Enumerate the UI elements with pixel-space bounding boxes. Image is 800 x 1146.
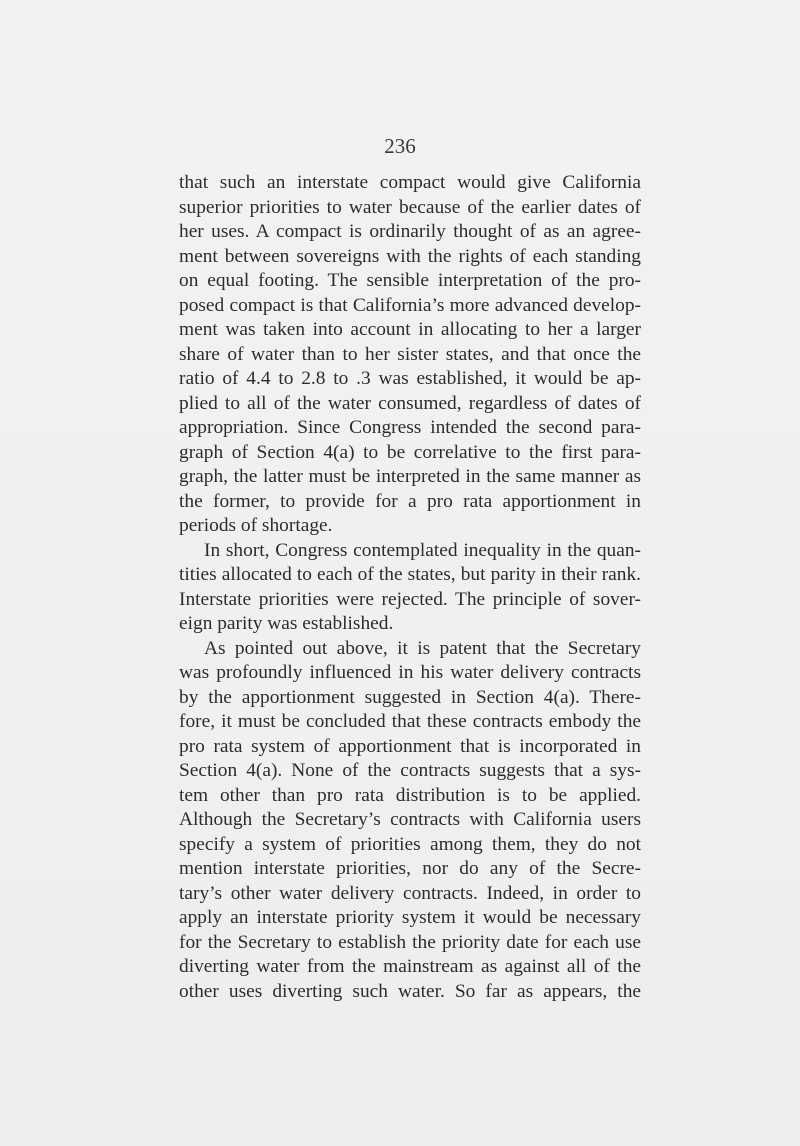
text-line: periods of shortage.	[179, 515, 333, 536]
paragraph	[179, 171, 641, 539]
text-line: share of water than to her sister states, and that once the	[179, 343, 641, 365]
text-line: plied to all of the water consumed, regardless of dates of	[179, 392, 641, 414]
text-line: the former, to provide for a pro rata apportionment in	[179, 490, 641, 512]
text-line: that such an interstate compact would give California	[179, 172, 641, 193]
text-line: As pointed out above, it is patent that the Secretary	[204, 637, 641, 659]
text-line: other uses diverting such water. So far as appears, the	[179, 980, 641, 1002]
text-line: tem other than pro rata distribution is to be applied.	[179, 784, 641, 806]
text-line: posed compact is that California’s more advanced develop-	[179, 294, 641, 316]
text-line: apply an interstate priority system it would be necessary	[179, 907, 641, 928]
text-line: on equal footing. The sensible interpretation of the pro-	[179, 270, 641, 291]
text-line: was profoundly influenced in his water delivery contracts	[179, 662, 641, 683]
text-line: In short, Congress contemplated inequality in the quan-	[204, 539, 641, 561]
text-line: eign parity was established.	[179, 613, 394, 634]
text-line: fore, it must be concluded that these contracts embody the	[179, 711, 641, 732]
text-line: graph of Section 4(a) to be correlative to the first para-	[179, 441, 641, 463]
text-line: Although the Secretary’s contracts with California users	[179, 809, 641, 830]
paragraph	[179, 637, 641, 1005]
paragraph	[179, 539, 641, 637]
text-line: graph, the latter must be interpreted in the same manner as	[179, 466, 641, 487]
page-number: 236	[384, 134, 416, 158]
text-line: ment was taken into account in allocating to her a larger	[179, 319, 641, 340]
text-line: Interstate priorities were rejected. The principle of sover-	[179, 588, 641, 610]
text-line: ment between sovereigns with the rights of each standing	[179, 245, 641, 267]
text-line: diverting water from the mainstream as against all of the	[179, 956, 641, 977]
text-line: by the apportionment suggested in Section 4(a). There-	[179, 686, 641, 708]
text-line: pro rata system of apportionment that is incorporated in	[179, 735, 641, 757]
body-text	[179, 171, 641, 1004]
text-line: ratio of 4.4 to 2.8 to .3 was established, it would be ap-	[179, 368, 641, 389]
text-line: tary’s other water delivery contracts. Indeed, in order to	[179, 882, 641, 904]
text-line: specify a system of priorities among them, they do not	[179, 833, 641, 855]
text-line: appropriation. Since Congress intended the second para-	[179, 417, 641, 438]
text-line: her uses. A compact is ordinarily thought of as an agree-	[179, 221, 641, 242]
text-line: Section 4(a). None of the contracts suggests that a sys-	[179, 760, 641, 781]
text-line: for the Secretary to establish the priority date for each use	[179, 931, 641, 953]
text-line: superior priorities to water because of the earlier dates of	[179, 196, 641, 218]
text-line: tities allocated to each of the states, but parity in their rank.	[179, 564, 641, 585]
text-line: mention interstate priorities, nor do any of the Secre-	[179, 858, 641, 879]
